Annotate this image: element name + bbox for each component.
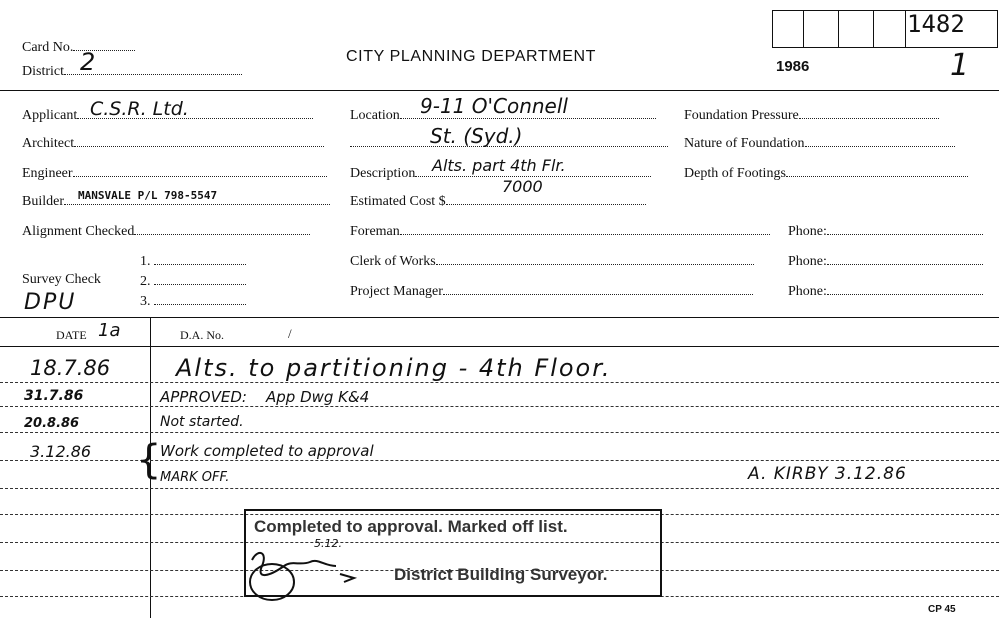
log-rule <box>0 382 999 383</box>
estimated-cost-label: Estimated Cost $ <box>350 192 646 210</box>
estimated-cost-value: 7000 <box>502 177 543 196</box>
da-label: D.A. No. <box>180 328 224 342</box>
signature: A. KIRBY 3.12.86 <box>748 464 907 484</box>
foundation-pressure-label: Foundation Pressure <box>684 106 939 124</box>
alignment-label: Alignment Checked <box>22 222 310 240</box>
page-title: CITY PLANNING DEPARTMENT <box>346 48 596 65</box>
log-entry-date: 20.8.86 <box>24 416 80 431</box>
survey-label: Survey Check <box>22 272 101 287</box>
log-rule <box>0 488 999 489</box>
log-rule <box>0 406 999 407</box>
year-mark: 1 <box>950 48 970 83</box>
form-code: CP 45 <box>928 604 956 615</box>
location-value-2: St. (Syd.) <box>430 124 523 148</box>
log-entry-text: Alts. to partitioning - 4th Floor. <box>176 354 612 382</box>
log-brace: { <box>136 437 162 483</box>
date-label: DATE <box>56 328 87 342</box>
log-entry-date: 31.7.86 <box>24 388 84 404</box>
date-mark: 1a <box>98 320 121 341</box>
builder-label: Builder <box>22 192 330 210</box>
location-label: Location <box>350 106 656 124</box>
location-value-1: 9-11 O'Connell <box>420 94 568 118</box>
survey-check-3: 3. <box>140 292 246 310</box>
log-entry-date: 18.7.86 <box>30 356 111 380</box>
log-entry-text: Work completed to approval <box>160 442 374 460</box>
description-label: Description <box>350 164 651 182</box>
header-divider <box>0 90 999 91</box>
da-value: / <box>288 326 292 341</box>
log-entry-text: MARK OFF. <box>160 470 230 485</box>
stamp-line-2: District Building Surveyor. <box>394 565 608 584</box>
survey-initials: DPU <box>24 290 77 315</box>
engineer-label: Engineer <box>22 164 327 182</box>
log-rule <box>0 432 999 433</box>
district-label: District <box>22 62 242 80</box>
year: 1986 <box>776 58 810 75</box>
foreman-label: Foreman <box>350 222 770 240</box>
survey-check-2: 2. <box>140 272 246 290</box>
log-header-rule <box>0 346 999 347</box>
description-value: Alts. part 4th Flr. <box>432 156 566 175</box>
clerk-label: Clerk of Works <box>350 252 754 270</box>
approval-stamp <box>244 509 662 597</box>
applicant-value: C.S.R. Ltd. <box>90 98 189 120</box>
card-no-label: Card No. <box>22 38 135 56</box>
log-entry-text: APPROVED: App Dwg K&4 <box>160 388 370 406</box>
phone-label-2: Phone: <box>788 252 983 270</box>
applicant-label: Applicant <box>22 106 313 124</box>
stamp-initials-note: 5.12. <box>314 537 342 550</box>
builder-value: MANSVALE P/L 798-5547 <box>78 189 218 202</box>
card-number: 1482 <box>907 10 965 38</box>
architect-label: Architect <box>22 134 324 152</box>
project-manager-label: Project Manager <box>350 282 753 300</box>
survey-check-1: 1. <box>140 252 246 270</box>
stamp-line-1: Completed to approval. Marked off list. <box>254 517 568 536</box>
log-entry-text: Not started. <box>160 414 244 430</box>
nature-foundation-label: Nature of Foundation <box>684 134 955 152</box>
phone-label-1: Phone: <box>788 222 983 240</box>
log-entry-date: 3.12.86 <box>30 442 92 461</box>
depth-footings-label: Depth of Footings <box>684 164 968 182</box>
phone-label-3: Phone: <box>788 282 983 300</box>
district-value: 2 <box>80 48 96 76</box>
